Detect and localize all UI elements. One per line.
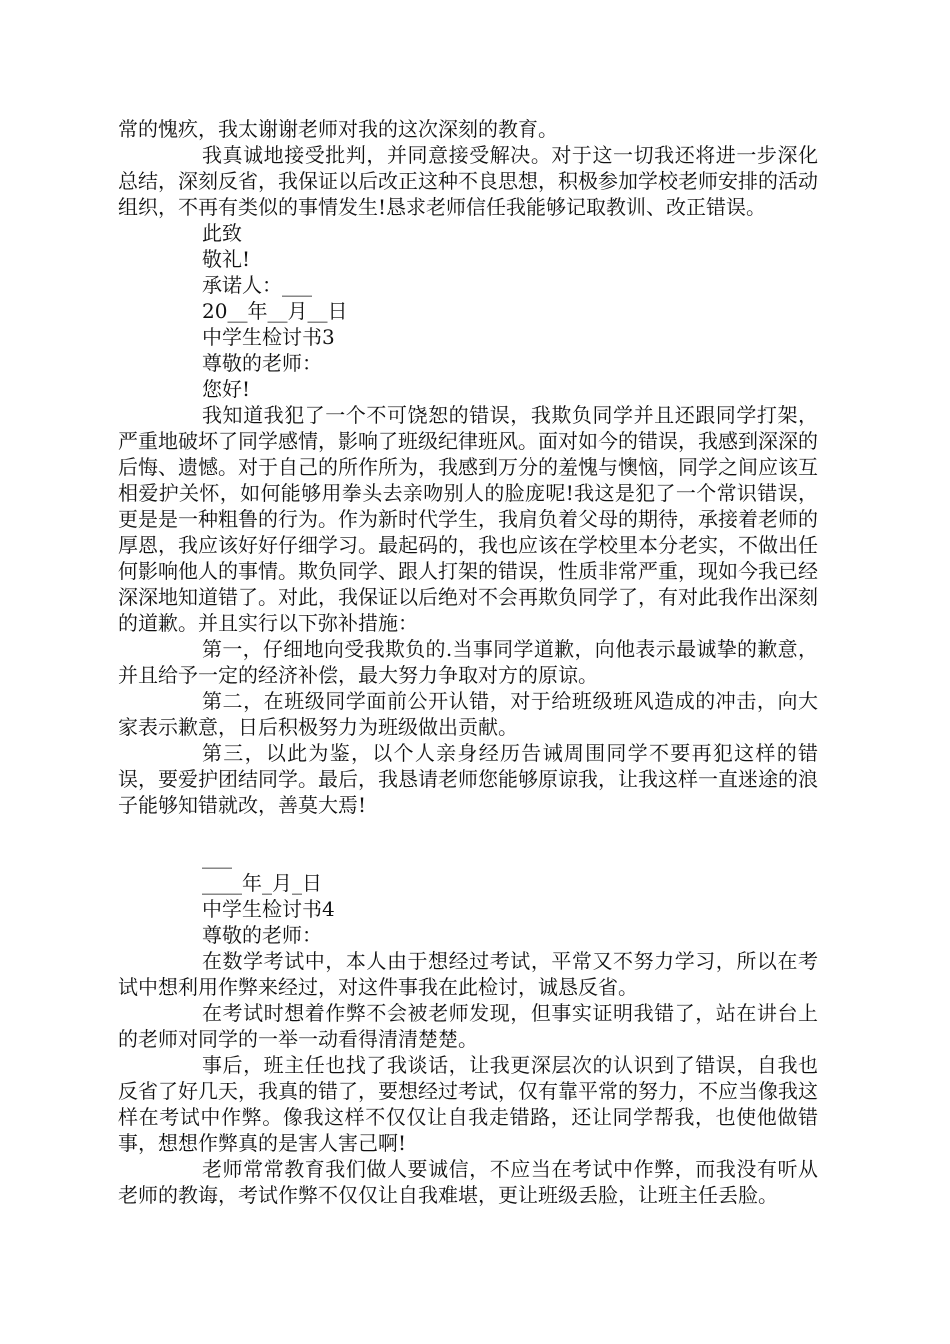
paragraph-measure-2: 第二，在班级同学面前公开认错，对于给班级班风造成的冲击，向大家表示歉意，日后积极努力为班级做出贡献。	[118, 689, 818, 739]
paragraph-confession: 我知道我犯了一个不可饶恕的错误，我欺负同学并且还跟同学打架，严重地破坏了同学感情，影响了班级纪律班风。面对如今的错误，我感到深深的后悔、遗憾。对于自己的所作所为，我感到万分的羞愧与懊恼，同学之间应该互相爱护关怀，如何能够用拳头去亲吻别人的脸庞呢!我这是犯了一个常识错误，更是是一种粗鲁的行为。作为新时代学生，我肩负着父母的期待，承接着老师的厚恩，我应该好好仔细学习。最起码的，我也应该在学校里本分老实，不做出任何影响他人的事情。欺负同学、跟人打架的错误，性质非常严重，现如今我已经深深地知道错了。对此，我保证以后绝对不会再欺负同学了，有对此我作出深刻的道歉。并且实行以下弥补措施：	[118, 403, 818, 635]
date-blank: ____年_月_日	[202, 871, 322, 895]
greeting-teacher-2: 尊敬的老师：	[202, 923, 322, 947]
paragraph-measure-1: 第一，仔细地向受我欺负的.当事同学道歉，向他表示最诚挚的歉意，并且给予一定的经济补偿，最大努力争取对方的原谅。	[118, 637, 818, 687]
greeting-hello: 您好!	[202, 377, 251, 401]
section-title-4: 中学生检讨书4	[202, 897, 335, 921]
date-line: 20__年__月__日	[202, 299, 348, 323]
closing-respect: 敬礼!	[202, 247, 251, 271]
paragraph-caught: 在考试时想着作弊不会被老师发现，但事实证明我错了，站在讲台上的老师对同学的一举一动看得清清楚楚。	[118, 1001, 818, 1051]
signature-blank: ___	[202, 845, 232, 869]
paragraph-continuation: 常的愧疚，我太谢谢老师对我的这次深刻的教育。	[118, 117, 558, 141]
paragraph-acceptance: 我真诚地接受批判，并同意接受解决。对于这一切我还将进一步深化总结，深刻反省，我保证以后改正这种不良思想，积极参加学校老师安排的活动组织，不再有类似的事情发生!恳求老师信任我能够记取教训、改正错误。	[118, 143, 818, 219]
blank-line	[118, 818, 818, 844]
paragraph-reflection: 事后，班主任也找了我谈话，让我更深层次的认识到了错误，自我也反省了好几天，我真的错了，要想经过考试，仅有靠平常的努力，不应当像我这样在考试中作弊。像我这样不仅仅让自我走错路，还让同学帮我，也使他做错事，想想作弊真的是害人害己啊!	[118, 1053, 818, 1155]
closing-salutation: 此致	[202, 221, 242, 245]
greeting-teacher: 尊敬的老师：	[202, 351, 322, 375]
section-title-3: 中学生检讨书3	[202, 325, 335, 349]
document-body	[118, 116, 818, 1208]
paragraph-exam: 在数学考试中，本人由于想经过考试，平常又不努力学习，所以在考试中想利用作弊来经过，对这件事我在此检讨，诚恳反省。	[118, 949, 818, 999]
paragraph-integrity: 老师常常教育我们做人要诚信，不应当在考试中作弊，而我没有听从老师的教诲，考试作弊不仅仅让自我难堪，更让班级丢脸，让班主任丢脸。	[118, 1157, 818, 1207]
paragraph-measure-3: 第三，以此为鉴，以个人亲身经历告诫周围同学不要再犯这样的错误，要爱护团结同学。最后，我恳请老师您能够原谅我，让我这样一直迷途的浪子能够知错就改，善莫大焉!	[118, 741, 818, 817]
signature-line: 承诺人：___	[202, 273, 312, 297]
